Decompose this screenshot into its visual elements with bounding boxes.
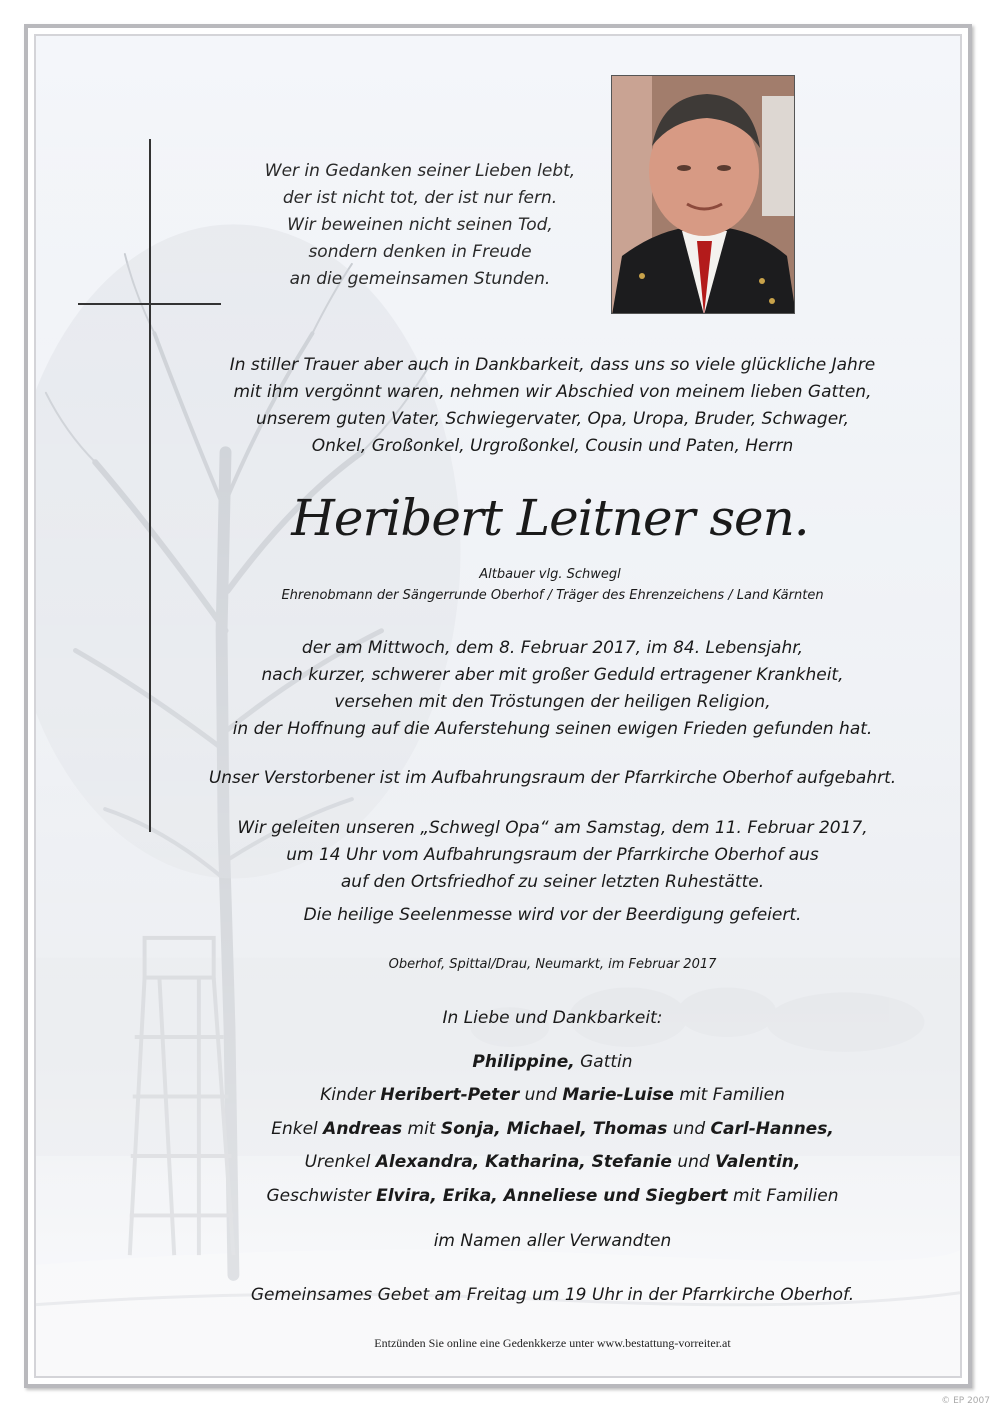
funeral-line: Wir geleiten unseren „Schwegl Opa“ am Samstag, dem 11. Februar 2017,	[237, 818, 868, 838]
family-line-siblings	[180, 1183, 925, 1210]
family-text: Gattin	[574, 1052, 633, 1072]
quote-line: Wer in Gedanken seiner Lieben lebt,	[264, 161, 576, 181]
death-line: nach kurzer, schwerer aber mit großer Geduld ertragener Krankheit,	[261, 665, 844, 685]
death-line: der am Mittwoch, dem 8. Februar 2017, im 84. Lebensjahr,	[301, 638, 804, 658]
intro-line: unserem guten Vater, Schwiegervater, Opa, Uropa, Bruder, Schwager,	[255, 409, 850, 429]
laid-out-notice: Unser Verstorbener ist im Aufbahrungsraum der Pfarrkirche Oberhof aufgebahrt.	[208, 768, 897, 788]
deceased-name: Heribert Leitner sen.	[291, 489, 809, 547]
family-name: Philippine,	[472, 1052, 575, 1072]
family-text: Kinder	[320, 1085, 381, 1105]
memorial-quote	[240, 158, 600, 293]
death-line: in der Hoffnung auf die Auferstehung seinen ewigen Frieden gefunden hat.	[232, 719, 873, 739]
intro-line: Onkel, Großonkel, Urgroßonkel, Cousin und Paten, Herrn	[311, 436, 794, 456]
quote-line: Wir beweinen nicht seinen Tod,	[287, 215, 553, 235]
portrait-photo	[611, 75, 795, 314]
family-line-children	[180, 1082, 925, 1109]
family-name: Elvira, Erika, Anneliese und Siegbert	[376, 1186, 728, 1206]
deceased-honors: Ehrenobmann der Sängerrunde Oberhof / Träger des Ehrenzeichens / Land Kärnten	[281, 588, 824, 603]
quote-line: sondern denken in Freude	[308, 242, 532, 262]
family-text: mit	[402, 1119, 441, 1139]
funeral-line: um 14 Uhr vom Aufbahrungsraum der Pfarrkirche Oberhof aus	[286, 845, 819, 865]
mass-notice: Die heilige Seelenmesse wird vor der Beerdigung gefeiert.	[303, 905, 802, 925]
family-text: und	[671, 1152, 716, 1172]
quote-line: an die gemeinsamen Stunden.	[289, 269, 551, 289]
quote-line: der ist nicht tot, der ist nur fern.	[282, 188, 558, 208]
funeral-paragraph	[200, 815, 905, 896]
family-text: und	[519, 1085, 563, 1105]
family-name: Sonja, Michael, Thomas	[440, 1119, 668, 1139]
prayer-notice: Gemeinsames Gebet am Freitag um 19 Uhr in der Pfarrkirche Oberhof.	[250, 1285, 855, 1305]
family-name: Carl-Hannes,	[710, 1119, 834, 1139]
cross-horizontal-bar	[78, 303, 221, 305]
family-text: Urenkel	[304, 1152, 376, 1172]
place-date: Oberhof, Spittal/Drau, Neumarkt, im Februar 2017	[388, 957, 717, 972]
intro-line: mit ihm vergönnt waren, nehmen wir Abschied von meinem lieben Gatten,	[233, 382, 872, 402]
family-name: Heribert-Peter	[380, 1085, 520, 1105]
family-name: Marie-Luise	[562, 1085, 674, 1105]
family-name: Andreas	[323, 1119, 403, 1139]
family-line-spouse	[180, 1049, 925, 1076]
family-line-grandchildren	[180, 1116, 925, 1143]
copyright-mark: © EP 2007	[941, 1396, 990, 1406]
intro-line: In stiller Trauer aber auch in Dankbarkeit, dass uns so viele glückliche Jahre	[229, 355, 876, 375]
family-text: Enkel	[271, 1119, 324, 1139]
relatives-line: im Namen aller Verwandten	[433, 1231, 672, 1251]
funeral-line: auf den Ortsfriedhof zu seiner letzten Ruhestätte.	[340, 872, 765, 892]
deceased-title: Altbauer vlg. Schwegl	[479, 567, 621, 582]
family-text: mit Familien	[727, 1186, 839, 1206]
love-line: In Liebe und Dankbarkeit:	[442, 1008, 663, 1028]
online-candle-note: Entzünden Sie online eine Gedenkkerze unter www.bestattung-vorreiter.at	[374, 1336, 731, 1350]
family-text: mit Familien	[673, 1085, 785, 1105]
family-line-great-grandchildren	[180, 1149, 925, 1176]
family-name: Alexandra, Katharina, Stefanie	[375, 1152, 672, 1172]
death-paragraph	[200, 635, 905, 743]
death-line: versehen mit den Tröstungen der heiligen Religion,	[334, 692, 771, 712]
portrait-image	[612, 76, 795, 314]
intro-paragraph	[200, 352, 905, 460]
family-name: Valentin,	[715, 1152, 801, 1172]
cross-vertical-bar	[149, 139, 151, 832]
family-text: Geschwister	[266, 1186, 377, 1206]
family-text: und	[667, 1119, 711, 1139]
